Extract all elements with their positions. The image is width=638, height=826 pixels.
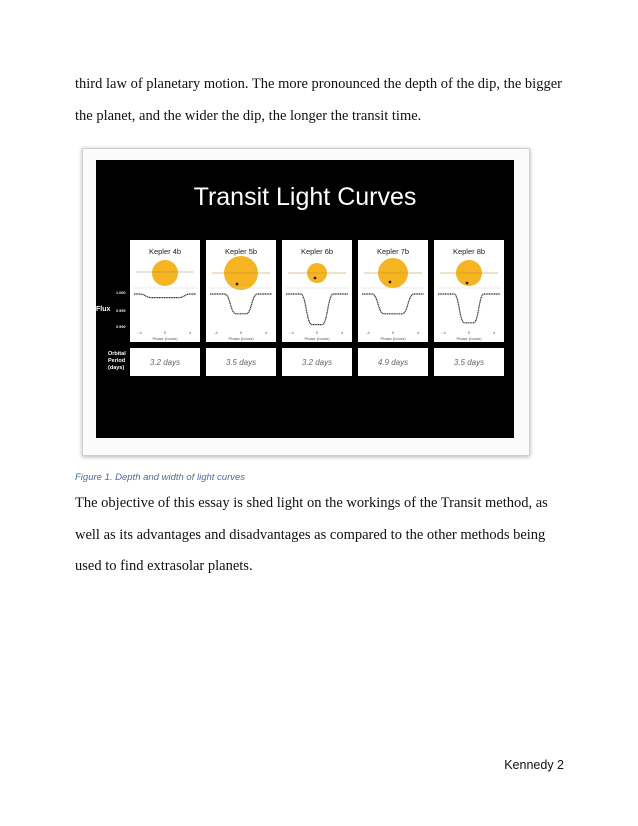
flux-tick-label: 1.000 <box>116 291 126 295</box>
period-label-line: Orbital <box>108 351 126 357</box>
page-footer: Kennedy 2 <box>504 758 564 772</box>
figure-title: Transit Light Curves <box>193 183 417 211</box>
phase-tick-label: 0 <box>163 330 167 335</box>
phase-tick-label: 4 <box>264 330 268 335</box>
phase-axis-label: Phase (hours) <box>304 336 330 341</box>
planet-name: Kepler 8b <box>452 247 486 256</box>
orbital-period-value: 3.5 days <box>225 358 257 367</box>
phase-axis-label: Phase (hours) <box>152 336 178 341</box>
period-label-line: Period <box>108 358 126 364</box>
phase-tick-label: -4 <box>290 330 294 335</box>
phase-tick-label: -4 <box>138 330 142 335</box>
transit-light-curves-figure <box>96 160 514 438</box>
phase-tick-label: -4 <box>214 330 218 335</box>
phase-tick-label: 4 <box>492 330 496 335</box>
phase-tick-label: -4 <box>442 330 446 335</box>
period-label-line: (days) <box>108 365 125 371</box>
paragraph-intro: third law of planetary motion. The more pronounced the depth of the dip, the bigger the planet, and the wider the dip, the longer the transit time. <box>75 76 562 124</box>
orbital-period-value: 3.2 days <box>149 358 181 367</box>
flux-tick-label: 0.990 <box>116 325 126 329</box>
phase-tick-label: 4 <box>416 330 420 335</box>
planet-name: Kepler 4b <box>148 247 182 256</box>
phase-tick-label: 0 <box>315 330 319 335</box>
planet-name: Kepler 5b <box>224 247 258 256</box>
phase-axis-label: Phase (hours) <box>228 336 254 341</box>
orbital-period-value: 4.9 days <box>377 358 409 367</box>
phase-tick-label: 0 <box>239 330 243 335</box>
planet-dot <box>466 282 469 285</box>
phase-tick-label: 0 <box>391 330 395 335</box>
phase-tick-label: 0 <box>467 330 471 335</box>
star-disk <box>152 260 178 286</box>
orbital-period-value: 3.2 days <box>301 358 333 367</box>
phase-tick-label: 4 <box>340 330 344 335</box>
phase-axis-label: Phase (hours) <box>456 336 482 341</box>
flux-axis-label: Flux <box>96 306 111 313</box>
planet-name: Kepler 6b <box>300 247 334 256</box>
flux-tick-label: 0.995 <box>116 309 126 313</box>
figure-caption: Figure 1. Depth and width of light curves <box>75 472 246 483</box>
paragraph-objective: The objective of this essay is shed light on the workings of the Transit method, as well as its advantages and disadvantages as compared to the other methods being used to find extrasolar planets. <box>75 495 548 574</box>
phase-tick-label: -4 <box>366 330 370 335</box>
planet-name: Kepler 7b <box>376 247 410 256</box>
phase-tick-label: 4 <box>188 330 192 335</box>
planet-dot <box>314 277 317 280</box>
phase-axis-label: Phase (hours) <box>380 336 406 341</box>
planet-dot <box>389 281 392 284</box>
orbital-period-value: 3.5 days <box>453 358 485 367</box>
planet-dot <box>236 283 239 286</box>
